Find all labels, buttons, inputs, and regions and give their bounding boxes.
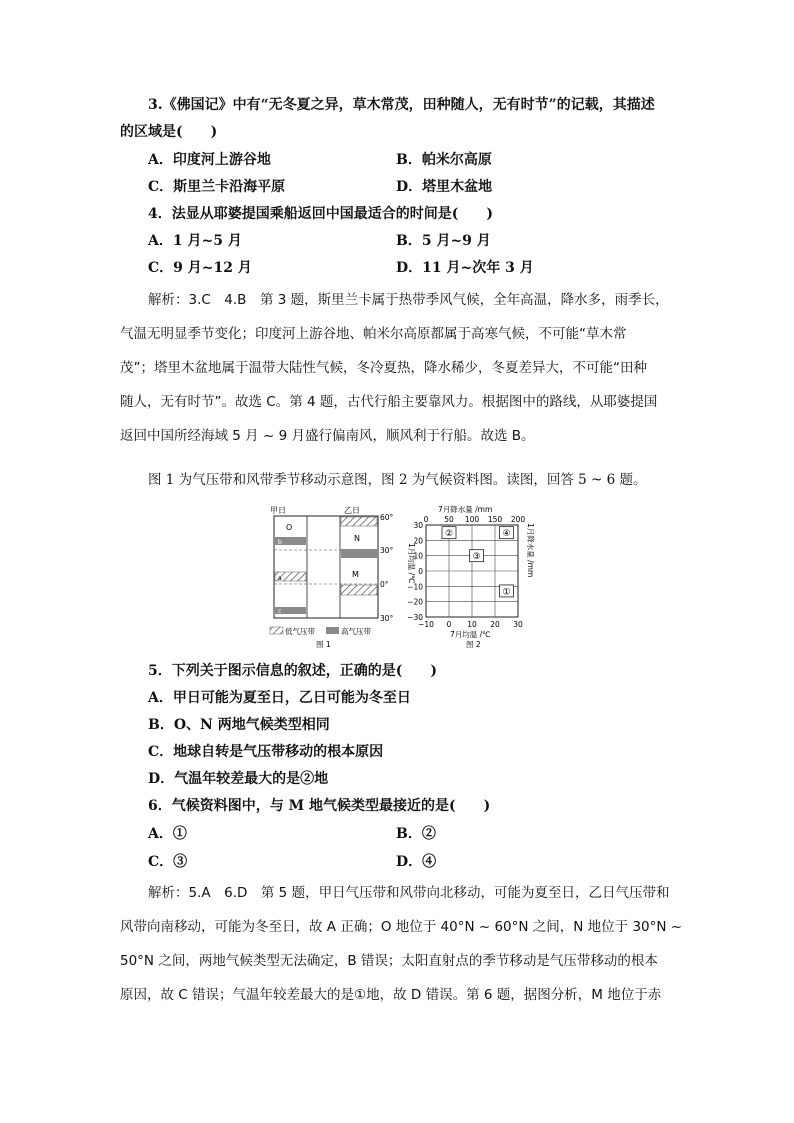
solution1-line: 随人，无有时节”。故选 C。第 4 题，古代行船主要靠风力。根据图中的路线，从耶婆提国 — [120, 394, 658, 410]
q4-stem: 4．法显从耶婆提国乘船返回中国最适合的时间是( ) — [148, 206, 493, 222]
legend-low-pressure-swatch — [270, 627, 283, 634]
solution1-line: 茂”；塔里木盆地属于温带大陆性气候，冬冷夏热，降水稀少，冬夏差异大，不可能“田种 — [120, 360, 647, 376]
q6-option-a: A．① — [148, 826, 187, 842]
q3-option-d: D．塔里木盆地 — [396, 179, 493, 195]
fig2-top-tick-label: 0 — [423, 515, 429, 524]
fig2-left-tick-label: −10 — [407, 582, 423, 592]
fig2-left-tick-label: 10 — [413, 551, 423, 561]
q4-option-d: D．11 月~次年 3 月 — [396, 260, 534, 276]
solution2-line: 解析：5.A 6.D 第 5 题，甲日气压带和风带向北移动，可能为夏至日，乙日气压带和 — [148, 885, 670, 901]
q6-stem: 6．气候资料图中，与 M 地气候类型最接近的是( ) — [148, 798, 491, 814]
fig2-bottom-tick-label: 30 — [513, 620, 523, 629]
fig2-left-tick-label: 0 — [418, 567, 423, 576]
fig1-zone-a: a — [278, 575, 282, 582]
fig2-station-label: ③ — [472, 552, 481, 563]
fig2-top-tick-label: 200 — [510, 515, 526, 524]
figure2 — [407, 504, 536, 649]
legend-low-pressure-label: 低气压带 — [285, 627, 315, 636]
fig2-caption: 图 2 — [466, 640, 481, 649]
fig1-zone-o: O — [286, 523, 293, 532]
solution2-line: 风带向南移动，可能为冬至日，故 A 正确；O 地位于 40°N ~ 60°N 之间，N 地位于 30°N ~ — [120, 919, 683, 935]
fig1-caption: 图 1 — [316, 640, 331, 649]
fig2-right-axis-title: 1月降水量 /mm — [526, 523, 535, 578]
fig2-bottom-tick-label: 10 — [467, 620, 477, 629]
q5-option-d: D．气温年较差最大的是②地 — [148, 771, 329, 787]
q5-option-c: C．地球自转是气压带移动的根本原因 — [148, 744, 384, 760]
fig1-zone-b: b — [278, 539, 282, 546]
solution1-line: 返回中国所经海域 5 月 ~ 9 月盛行偏南风，顺风利于行船。故选 B。 — [120, 428, 535, 444]
q3-stem-line2: 的区域是( ) — [120, 124, 218, 140]
q5-option-b: B．O、N 两地气候类型相同 — [148, 717, 330, 733]
fig2-top-axis-title: 7月降水量 /mm — [438, 505, 493, 514]
fig1-low-pressure-band — [341, 585, 377, 595]
fig2-station-label: ② — [444, 529, 454, 540]
fig2-bottom-axis-title: 7月均温 /℃ — [450, 630, 491, 639]
fig2-station-label: ④ — [502, 529, 511, 540]
climate-figures — [262, 503, 542, 653]
solution2-line: 50°N 之间，两地气候类型无法确定，B 错误；太阳直射点的季节移动是气压带移动的根本 — [120, 953, 658, 969]
fig1-lat-label: 0° — [380, 580, 389, 589]
q5-option-a: A．甲日可能为夏至日，乙日可能为冬至日 — [148, 690, 411, 706]
fig1-col-label-jia: 甲日 — [270, 506, 286, 515]
fig1-zone-n: N — [354, 534, 360, 543]
fig2-bottom-tick-label: 20 — [490, 620, 500, 629]
q4-option-c: C．9 月~12 月 — [148, 260, 252, 276]
fig1-zone-m: M — [352, 570, 359, 579]
q5-stem: 5．下列关于图示信息的叙述，正确的是( ) — [148, 663, 437, 679]
fig1-low-pressure-band — [341, 517, 377, 526]
legend-high-pressure-swatch — [326, 627, 339, 634]
legend-high-pressure-label: 高气压带 — [341, 627, 371, 636]
fig1-lat-label: 30° — [380, 546, 394, 555]
fig2-left-tick-label: 30 — [413, 521, 423, 530]
fig1-zone-c: c — [278, 608, 282, 615]
fig1-high-pressure-band — [341, 549, 377, 558]
fig2-left-axis-title: 1月均温 /℃ — [407, 543, 416, 584]
q3-option-b: B．帕米尔高原 — [396, 152, 492, 168]
q6-option-c: C．③ — [148, 854, 188, 870]
figure1 — [270, 506, 394, 649]
fig2-top-tick-label: 150 — [487, 515, 503, 524]
q6-option-d: D．④ — [396, 854, 437, 870]
fig2-top-tick-label: 50 — [444, 515, 454, 524]
q4-option-b: B．5 月~9 月 — [396, 233, 491, 249]
fig2-left-tick-label: −30 — [407, 613, 423, 622]
q3-option-a: A．印度河上游谷地 — [148, 152, 271, 168]
q6-option-b: B．② — [396, 826, 436, 842]
fig2-bottom-tick-label: 0 — [446, 620, 452, 629]
fig2-left-tick-label: −20 — [407, 597, 423, 607]
fig2-bottom-tick-label: −10 — [418, 620, 434, 629]
solution1-line: 解析：3.C 4.B 第 3 题，斯里兰卡属于热带季风气候，全年高温，降水多，雨季长， — [148, 292, 669, 308]
figure-intro: 图 1 为气压带和风带季节移动示意图，图 2 为气候资料图。读图，回答 5 ~ 6 题。 — [148, 472, 647, 488]
fig1-lat-label: 60° — [380, 513, 394, 522]
fig1-col-label-yi: 乙日 — [344, 506, 360, 515]
solution2-line: 原因，故 C 错误；气温年较差最大的是①地，故 D 错误。第 6 题，据图分析，M 地位于赤 — [120, 987, 662, 1003]
q3-option-c: C．斯里兰卡沿海平原 — [148, 179, 286, 195]
q3-stem-line1: 3.《佛国记》中有“无冬夏之异，草木常茂，田种随人，无有时节”的记载，其描述 — [148, 97, 655, 113]
fig2-station-label: ① — [502, 587, 511, 598]
fig2-left-tick-label: 20 — [413, 536, 423, 546]
fig2-top-tick-label: 100 — [464, 515, 480, 524]
fig1-lat-label: 30° — [380, 614, 394, 623]
q4-option-a: A．1 月~5 月 — [148, 233, 242, 249]
solution1-line: 气温无明显季节变化；印度河上游谷地、帕米尔高原都属于高寒气候，不可能“草木常 — [120, 326, 627, 342]
